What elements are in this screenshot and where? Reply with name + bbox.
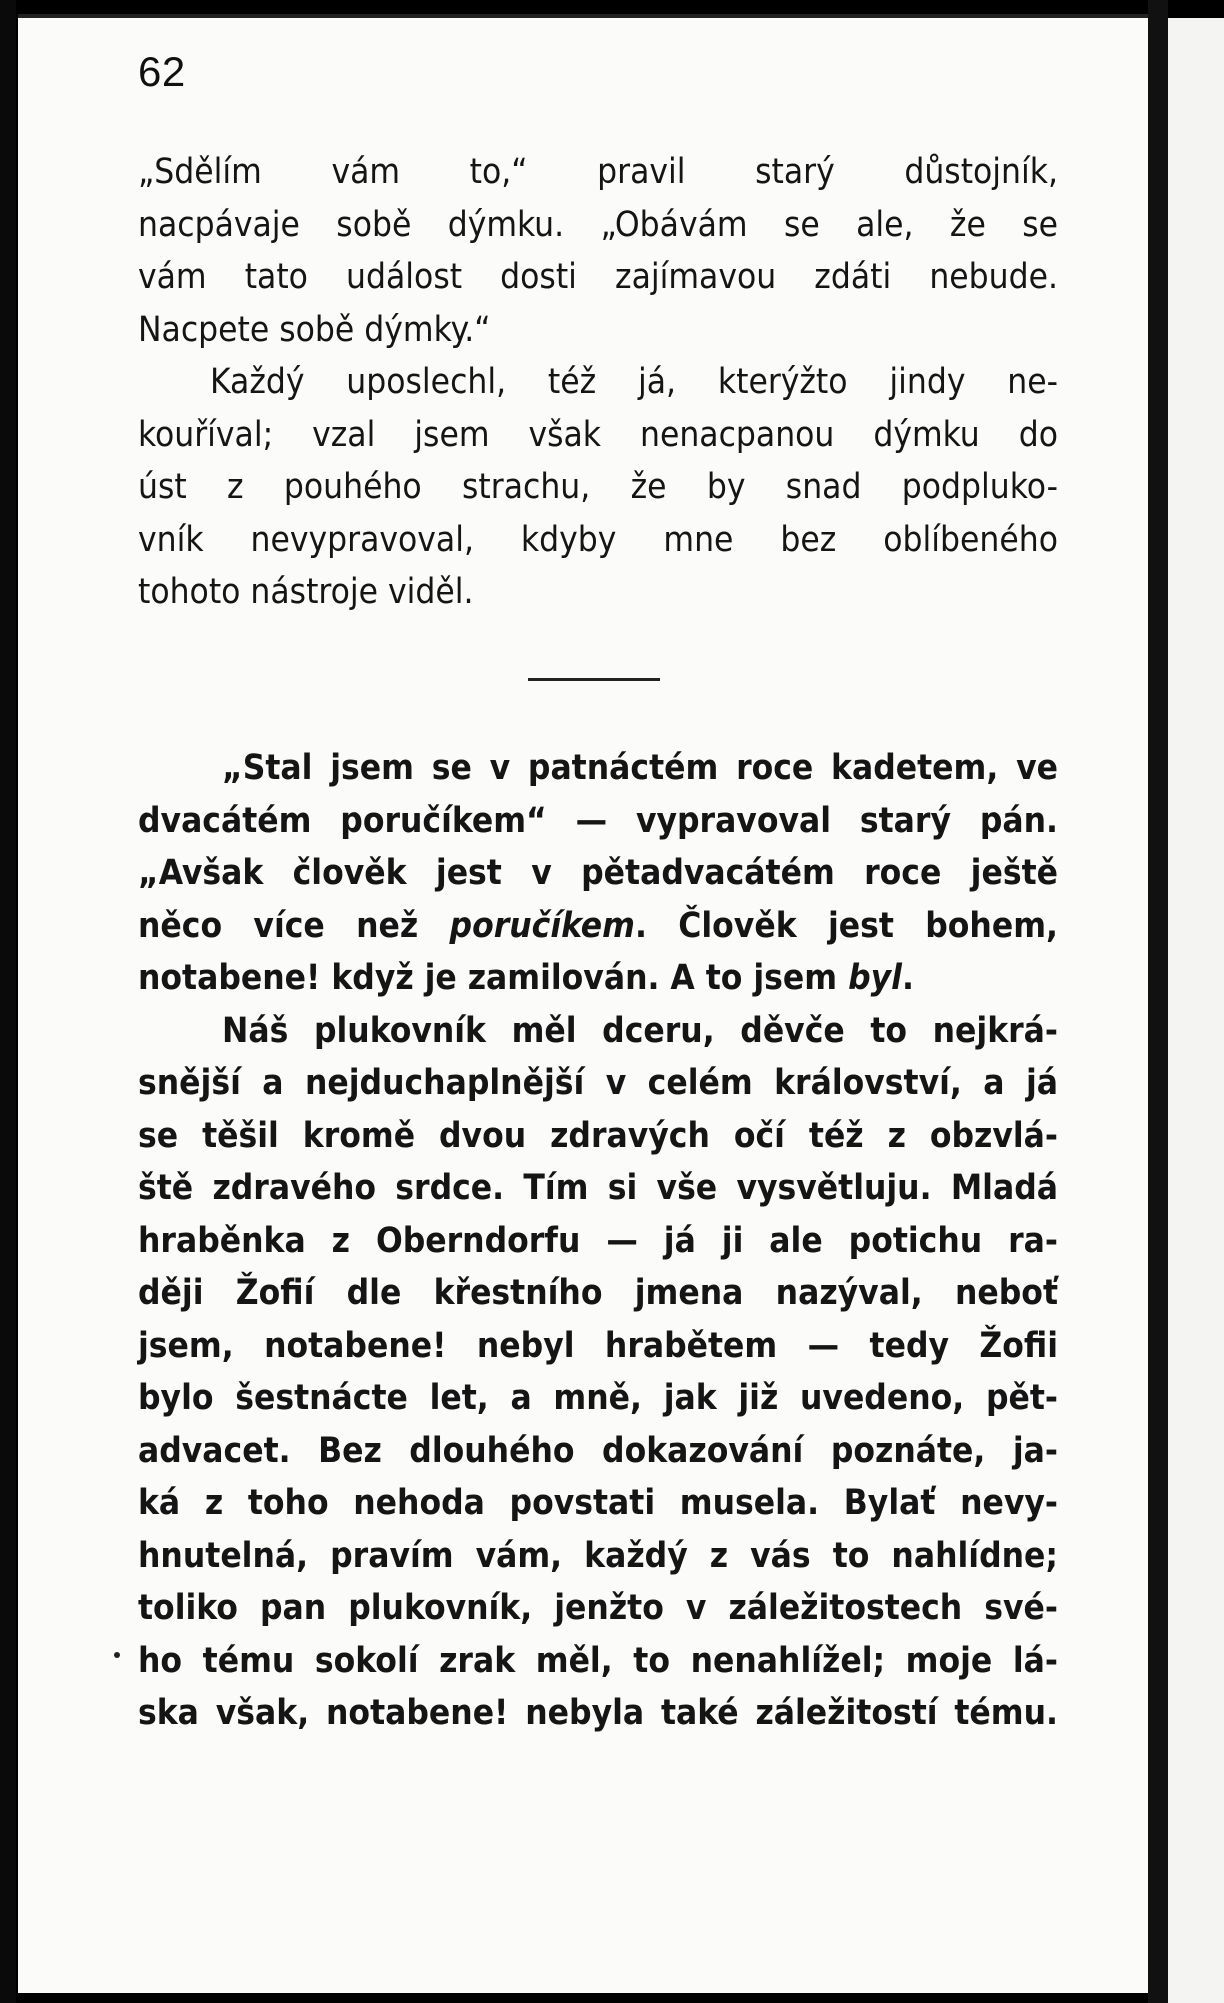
text-line: jsem, notabene! nebyl hrabětem — tedy Žofii xyxy=(138,1325,1058,1366)
section-separator xyxy=(528,678,660,681)
text-fragment: . xyxy=(901,958,914,998)
text-line: ska však, notabene! nebyla také záležitostí tému. xyxy=(138,1693,1058,1733)
text-line xyxy=(138,900,1058,953)
text-line: nacpávaje sobě dýmku. „Obávám se ale, že se xyxy=(138,204,1058,245)
page-number: 62 xyxy=(138,48,186,95)
text-line: tohoto nástroje viděl. xyxy=(138,572,474,612)
text-line: „Stal jsem se v patnáctém roce kadetem, ve xyxy=(222,748,1058,788)
page-gutter-shadow xyxy=(1148,0,1168,2003)
text-line: Náš plukovník měl dceru, děvče to nejkrá- xyxy=(222,1010,1058,1051)
text-line: ká z toho nehoda povstati musela. Bylať nevy- xyxy=(138,1483,1058,1523)
text-line: bylo šestnácte let, a mně, jak již uvedeno, pět- xyxy=(138,1378,1058,1418)
text-line: kouříval; vzal jsem však nenacpanou dýmku do xyxy=(138,414,1058,455)
text-line: hraběnka z Oberndorfu — já ji ale potichu ra- xyxy=(138,1220,1058,1261)
text-line: ště zdravého srdce. Tím si vše vysvětluju. Mladá xyxy=(138,1168,1058,1208)
text-line: ději Žofií dle křestního jmena nazýval, neboť xyxy=(138,1273,1058,1313)
text-fragment: notabene! když je zamilován. A to jsem xyxy=(138,958,838,998)
text-line: ho tému sokolí zrak měl, to nenahlížel; moje lá- xyxy=(138,1640,1058,1681)
text-line: Nacpete sobě dýmky.“ xyxy=(138,309,491,350)
text-line: toliko pan plukovník, jenžto v záležitostech své- xyxy=(138,1588,1058,1628)
emphasis-word: byl xyxy=(848,958,902,998)
text-line: hnutelná, pravím vám, každý z vás to nahlídne; xyxy=(138,1535,1058,1576)
text-line: vník nevypravoval, kdyby mne bez oblíbeného xyxy=(138,519,1058,560)
text-line xyxy=(138,952,1058,1005)
emphasis-word: poručíkem xyxy=(449,905,635,946)
text-fragment: . Člověk jest bohem, xyxy=(634,905,1058,946)
text-line: úst z pouhého strachu, že by snad podpluko- xyxy=(138,467,1058,507)
ink-speck xyxy=(114,1652,120,1658)
text-line: se těšil kromě dvou zdravých očí též z obzvlá- xyxy=(138,1115,1058,1156)
text-line: „Avšak člověk jest v pětadvacátém roce ještě xyxy=(138,853,1058,893)
text-line: „Sdělím vám to,“ pravil starý důstojník, xyxy=(138,152,1058,192)
text-line: advacet. Bez dlouhého dokazování poznáte, ja- xyxy=(138,1430,1058,1471)
paragraph-intro xyxy=(138,146,1058,619)
scan-border-left xyxy=(0,0,16,2003)
text-fragment: něco více než xyxy=(138,905,419,946)
paragraph-story xyxy=(138,742,1058,1740)
text-line: vám tato událost dosti zajímavou zdáti nebude. xyxy=(138,257,1058,297)
text-line: snější a nejduchaplnější v celém království, a já xyxy=(138,1063,1058,1103)
text-line: Každý uposlechl, též já, kterýžto jindy ne- xyxy=(210,362,1058,402)
adjacent-page-edge xyxy=(1168,18,1224,2003)
text-line: dvacátém poručíkem“ — vypravoval starý pán. xyxy=(138,800,1058,841)
